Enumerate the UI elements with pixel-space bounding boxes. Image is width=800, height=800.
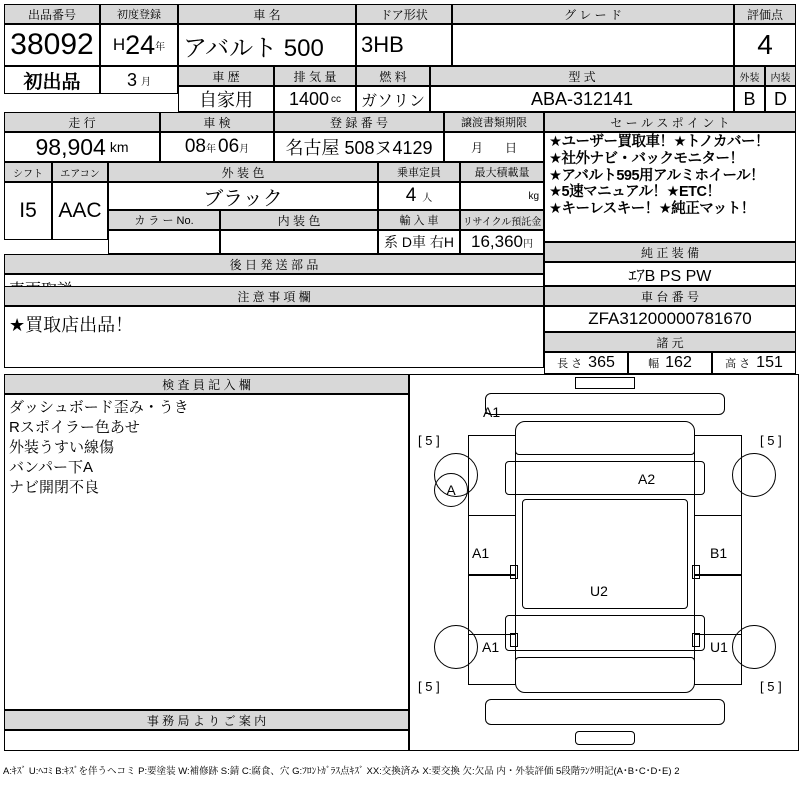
exterior-grade-value: B [734,86,765,112]
dimensions-label: 諸 元 [544,332,796,352]
diagram-wheel-front-right [732,453,776,497]
office-notice-value [4,730,409,751]
registration-number-value: 名古屋 508ヌ4129 [274,132,444,162]
seats-number: 4 [405,185,417,206]
mileage-value [4,132,160,162]
width-cell [628,352,712,374]
later-shipment-label: 後 日 発 送 部 品 [4,254,544,274]
sales-point-4: ★5速マニュアル！★ETC！ [549,184,721,201]
lot-no-label: 出品番号 [4,4,100,24]
diagram-front-bumper [485,393,725,415]
reg-year-value: 24 [125,29,156,60]
shaken-label: 車 検 [160,112,274,132]
sales-point-5: ★キーレスキー！★純正マット！ [549,201,755,218]
transfer-deadline-value [444,132,544,162]
inspector-notes-list [4,394,409,710]
reg-year-prefix: H [112,35,126,54]
color-no-label: カ ラ ー No. [108,210,220,230]
sales-point-3: ★アバルト595用アルミホイール！ [549,167,765,184]
score-label: 評価点 [734,4,796,24]
sales-point-label: セ ー ル ス ポ イ ン ト [544,112,796,132]
shaken-month-unit: 月 [239,143,250,155]
fuel-value: ガソリン [356,86,430,112]
inspector-note-4: バンパー下A [9,459,93,477]
displacement-unit: cc [331,93,342,105]
mileage-unit: km [109,139,129,155]
diagram-mark-a1-left-door: A1 [472,545,490,561]
diagram-wheel-rear-left [434,625,478,669]
shaken-month: 06 [218,136,240,157]
mileage-label: 走 行 [4,112,160,132]
diagram-front-plate [575,377,635,389]
transfer-deadline-label: 譲渡書類期限 [444,112,544,132]
inspector-note-5: ナビ開閉不良 [9,479,100,497]
diagram-rear-plate [575,731,635,745]
max-load-unit: kg [528,190,539,202]
recycle-deposit-label: リサイクル預託金 [460,210,544,230]
width-value: 162 [665,354,692,371]
displacement-label: 排 気 量 [274,66,356,86]
door-shape-label: ドア形状 [356,4,452,24]
diagram-rear-bumper [485,699,725,725]
length-cell [544,352,628,374]
interior-grade-label: 内装 [765,66,796,86]
history-label: 車 歴 [178,66,274,86]
caution-value: ★買取店出品！ [4,306,544,368]
diagram-wheel-rear-right [732,625,776,669]
air-conditioner-value: AAC [52,182,108,240]
length-label: 長 さ [557,358,583,370]
shift-label: シフト [4,162,52,182]
seats-unit: 人 [422,192,433,204]
air-conditioner-label: エアコン [52,162,108,182]
shift-value: I5 [4,182,52,240]
sales-point-2: ★社外ナビ・バックモニター！ [549,150,744,167]
lot-no-value: 38092 [4,24,100,66]
shaken-value [160,132,274,162]
diagram-mirror-right [692,565,700,579]
reg-year-unit: 年 [155,41,166,53]
diagram-mirror-left [510,565,518,579]
transfer-day-unit: 日 [505,140,518,155]
damage-diagram [409,374,799,751]
diagram-trunk [515,657,695,693]
diagram-tire-front-left: [ 5 ] [418,433,440,448]
office-notice-label: 事 務 局 よ り ご 案 内 [4,710,409,730]
car-name-value: アバルト 500 [178,24,356,66]
diagram-mark-u1-right-rear: U1 [710,639,728,655]
grade-value [452,24,734,66]
displacement-value [274,86,356,112]
sales-point-1: ★ユーザー買取車！★トノカバー！ [549,134,769,150]
diagram-mirror-right-rear [692,633,700,647]
height-cell [712,352,796,374]
shaken-year: 08 [184,136,206,157]
exterior-grade-label: 外装 [734,66,765,86]
first-registration-year [100,24,178,66]
import-label: 輸 入 車 [378,210,460,230]
registration-number-label: 登 録 番 号 [274,112,444,132]
shaken-year-unit: 年 [206,143,216,155]
max-load-label: 最大積載量 [460,162,544,182]
height-label: 高 さ [725,358,751,370]
fuel-label: 燃 料 [356,66,430,86]
diagram-mark-b1-right-door: B1 [710,545,728,561]
diagram-right-rear-door [694,575,742,635]
inspector-note-3: 外装うすい線傷 [9,439,115,457]
chassis-no-label: 車 台 番 号 [544,286,796,306]
recycle-unit: 円 [523,238,533,250]
interior-color-value [220,230,378,254]
history-value: 自家用 [178,86,274,112]
first-registration-label: 初度登録 [100,4,178,24]
exterior-color-value: ブラック [108,182,378,210]
model-code-label: 型 式 [430,66,734,86]
transfer-month-unit: 月 [470,140,483,155]
first-listing-badge: 初出品 [4,66,100,94]
height-value: 151 [756,354,783,371]
reg-month-unit: 月 [141,76,151,88]
exterior-color-label: 外 装 色 [108,162,378,182]
reg-month-value: 3 [126,69,137,90]
diagram-left-rear-door [468,575,516,635]
diagram-mark-u2-rear: U2 [590,583,608,599]
sales-point-list [544,132,796,242]
diagram-tire-front-right: [ 5 ] [760,433,782,448]
width-label: 幅 [648,358,660,370]
diagram-rear-window [505,615,705,651]
legend-footer: A:ｷｽﾞ U:ﾍｺﾐ B:ｷｽﾞを伴うヘコミ P:要塗装 W:補修跡 S:錆 C:腐食、穴 G:ﾌﾛﾝﾄｶﾞﾗｽ点ｷｽﾞ XX:交換済み X:要交換 欠:欠品 内・外装評価 5段階ﾗﾝｸ明記(A･B･C･D･E) 2 [3,766,680,777]
seats-label: 乗車定員 [378,162,460,182]
interior-grade-value: D [765,86,796,112]
door-shape-value: 3HB [356,24,452,66]
genuine-equipment-label: 純 正 装 備 [544,242,796,262]
interior-color-label: 内 装 色 [220,210,378,230]
genuine-equipment-value: ｴｱB PS PW [544,262,796,286]
diagram-mark-a1-left-rear: A1 [482,639,500,655]
import-value: 系 D車 右H [378,230,460,254]
length-value: 365 [588,354,615,371]
color-no-value [108,230,220,254]
inspector-note-2: Rスポイラー色あせ [9,419,140,437]
mileage-number: 98,904 [35,133,106,160]
diagram-mark-a-wheel-front-left: A [434,473,468,507]
max-load-value [460,182,544,210]
first-registration-month [100,66,178,94]
score-value: 4 [734,24,796,66]
model-code-value: ABA-312141 [430,86,734,112]
seats-value [378,182,460,210]
diagram-tire-rear-right: [ 5 ] [760,679,782,694]
diagram-tire-rear-left: [ 5 ] [418,679,440,694]
chassis-no-value: ZFA31200000781670 [544,306,796,332]
recycle-number: 16,360 [471,232,523,251]
grade-label: グ レ ー ド [452,4,734,24]
diagram-mark-a1-hood: A1 [483,404,501,420]
recycle-deposit-value [460,230,544,254]
diagram-mark-a2-roof: A2 [638,471,656,487]
caution-label: 注 意 事 項 欄 [4,286,544,306]
inspector-note-1: ダッシュボード歪み・うき [9,399,189,416]
diagram-mirror-left-rear [510,633,518,647]
car-name-label: 車 名 [178,4,356,24]
diagram-windshield [505,461,705,495]
displacement-number: 1400 [288,88,330,109]
diagram-hood [515,421,695,455]
inspector-notes-label: 検 査 員 記 入 欄 [4,374,409,394]
